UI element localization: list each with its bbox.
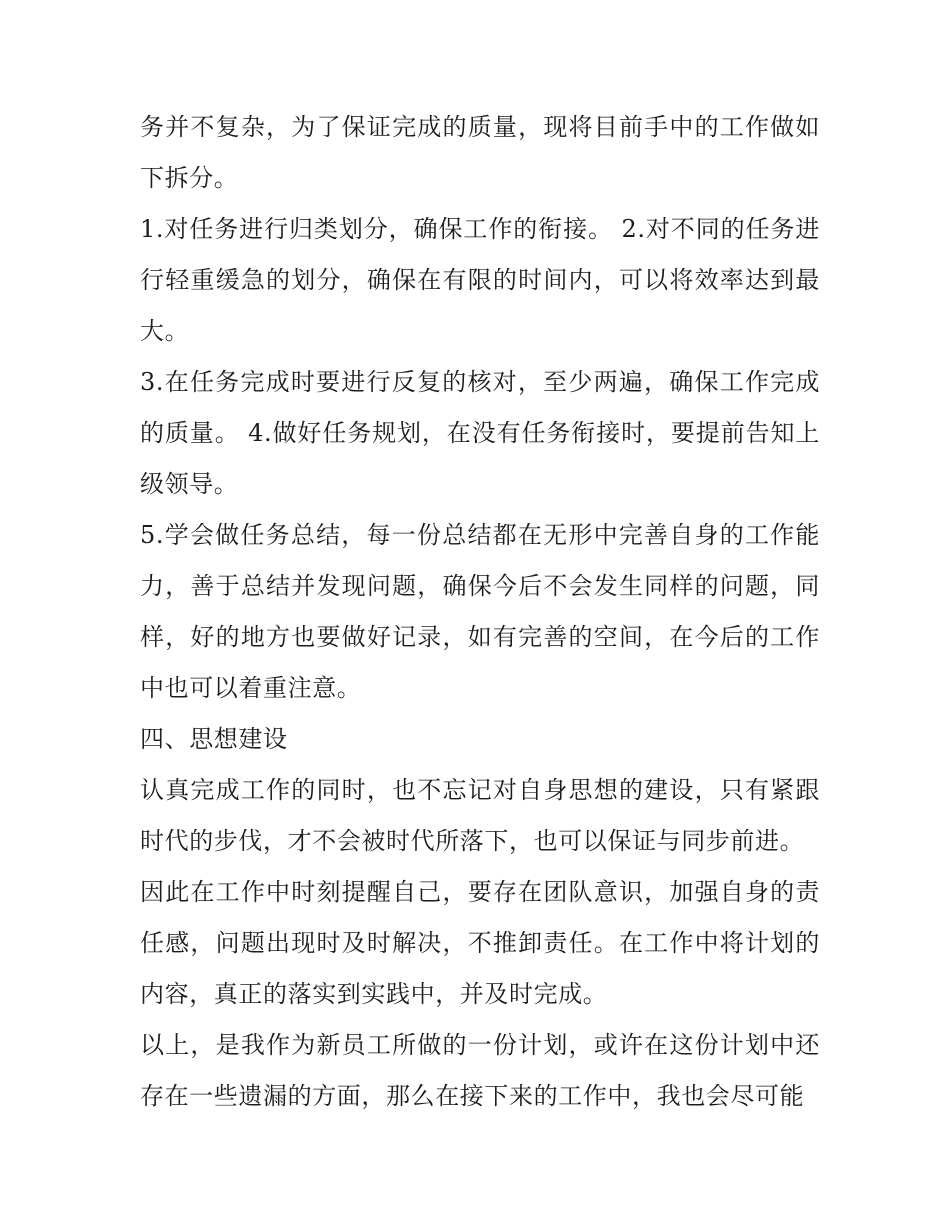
paragraph-task-split-intro: 务并不复杂，为了保证完成的质量，现将目前手中的工作做如下拆分。	[140, 113, 820, 192]
paragraph-ideology-1: 认真完成工作的同时，也不忘记对自身思想的建设，只有紧跟时代的步伐，才不会被时代所落下，也可以保证与同步前进。	[140, 776, 820, 855]
section-heading-ideology: 四、思想建设	[140, 725, 288, 753]
paragraph-item-5: 5.学会做任务总结，每一份总结都在无形中完善自身的工作能力，善于总结并发现问题，确保今后不会发生同样的问题，同样，好的地方也要做好记录，如有完善的空间，在今后的工作中也可以着重注意。	[140, 521, 820, 702]
document-body	[140, 102, 820, 1122]
paragraph-items-3-4: 3.在任务完成时要进行反复的核对，至少两遍，确保工作完成的质量。 4.做好任务规划，在没有任务衔接时，要提前告知上级领导。	[140, 368, 820, 498]
paragraph-conclusion: 以上，是我作为新员工所做的一份计划，或许在这份计划中还存在一些遗漏的方面，那么在接下来的工作中，我也会尽可能	[140, 1031, 820, 1110]
paragraph-ideology-2: 因此在工作中时刻提醒自己，要存在团队意识，加强自身的责任感，问题出现时及时解决，不推卸责任。在工作中将计划的内容，真正的落实到实践中，并及时完成。	[140, 878, 820, 1008]
paragraph-items-1-2: 1.对任务进行归类划分，确保工作的衔接。 2.对不同的任务进行轻重缓急的划分，确保在有限的时间内，可以将效率达到最大。	[140, 215, 820, 345]
